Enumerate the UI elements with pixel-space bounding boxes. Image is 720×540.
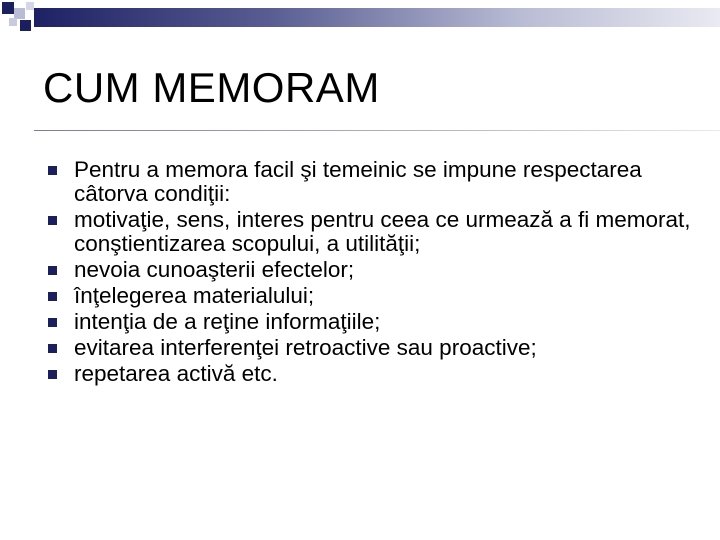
decorative-square-icon bbox=[26, 2, 34, 10]
bullet-text: nevoia cunoaşterii efectelor; bbox=[74, 257, 355, 282]
header-gradient-band bbox=[34, 8, 720, 27]
square-bullet-icon bbox=[48, 166, 57, 175]
bullet-text: Pentru a memora facil şi temeinic se impune respectarea câtorva condiţii: bbox=[74, 157, 642, 206]
list-item bbox=[70, 208, 705, 256]
list-item bbox=[70, 258, 705, 282]
square-bullet-icon bbox=[48, 370, 57, 379]
square-bullet-icon bbox=[48, 216, 57, 225]
list-item bbox=[70, 310, 705, 334]
list-item bbox=[70, 336, 705, 360]
list-item bbox=[70, 284, 705, 308]
bullet-text: înţelegerea materialului; bbox=[74, 283, 315, 308]
list-item bbox=[70, 158, 705, 206]
bullet-list bbox=[70, 158, 705, 388]
square-bullet-icon bbox=[48, 318, 57, 327]
bullet-text: intenţia de a reţine informaţiile; bbox=[74, 309, 381, 334]
bullet-text: evitarea interferenţei retroactive sau proactive; bbox=[74, 335, 537, 360]
bullet-text: motivaţie, sens, interes pentru ceea ce urmează a fi memorat, conştientizarea scopului, a utilităţii; bbox=[74, 207, 691, 256]
decorative-square-icon bbox=[9, 18, 17, 26]
bullet-text: repetarea activă etc. bbox=[74, 361, 278, 386]
decorative-square-icon bbox=[20, 20, 31, 31]
decorative-square-icon bbox=[2, 2, 14, 14]
title-divider bbox=[34, 130, 720, 131]
square-bullet-icon bbox=[48, 344, 57, 353]
square-bullet-icon bbox=[48, 266, 57, 275]
list-item bbox=[70, 362, 705, 386]
square-bullet-icon bbox=[48, 292, 57, 301]
slide-title: CUM MEMORAM bbox=[43, 64, 380, 111]
